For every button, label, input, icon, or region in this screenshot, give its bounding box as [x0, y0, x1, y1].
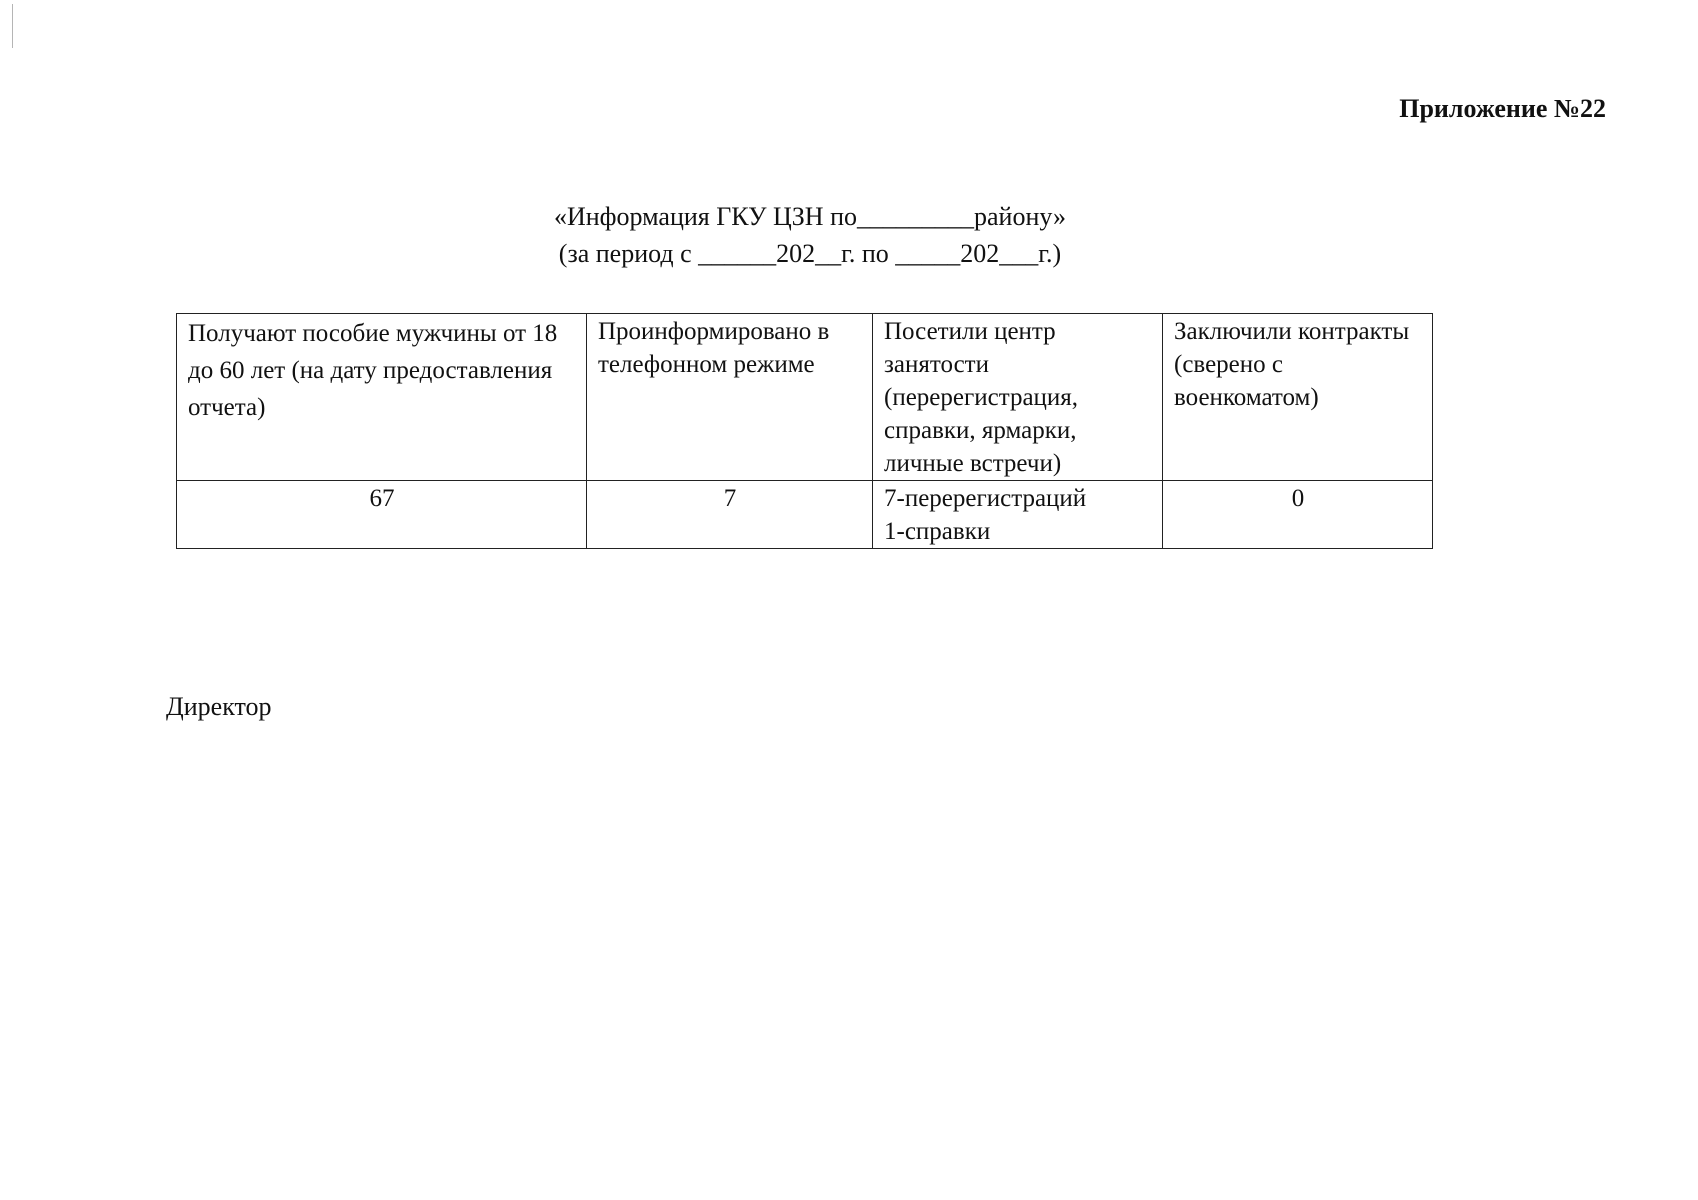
header-contracts-signed: Заключили контракты (сверено с военкоматом) — [1163, 314, 1433, 481]
header-informed-by-phone: Проинформировано в телефонном режиме — [587, 314, 873, 481]
header-men-receiving-benefit: Получают пособие мужчины от 18 до 60 лет (на дату предоставления отчета) — [177, 314, 587, 481]
document-period: (за период с ______202__г. по _____202___г.) — [558, 239, 1062, 268]
cell-informed-by-phone: 7 — [587, 481, 873, 549]
header-visited-center: Посетили центр занятости (перерегистрация, справки, ярмарки, личные встречи) — [873, 314, 1163, 481]
cell-contracts-signed: 0 — [1163, 481, 1433, 549]
scan-edge-mark — [12, 4, 13, 48]
table-row — [177, 481, 1433, 549]
document-title: «Информация ГКУ ЦЗН по_________району» — [553, 202, 1066, 231]
cell-visited-center-line-2: 1-справки — [884, 518, 991, 545]
cell-men-receiving-benefit: 67 — [177, 481, 587, 549]
signature-label: Директор — [166, 692, 272, 721]
table-header-row — [177, 314, 1433, 481]
cell-visited-center-line-1: 7-перерегистраций — [884, 485, 1087, 512]
report-table — [176, 313, 1433, 549]
appendix-label: Приложение №22 — [1399, 94, 1606, 123]
cell-visited-center — [873, 481, 1163, 549]
